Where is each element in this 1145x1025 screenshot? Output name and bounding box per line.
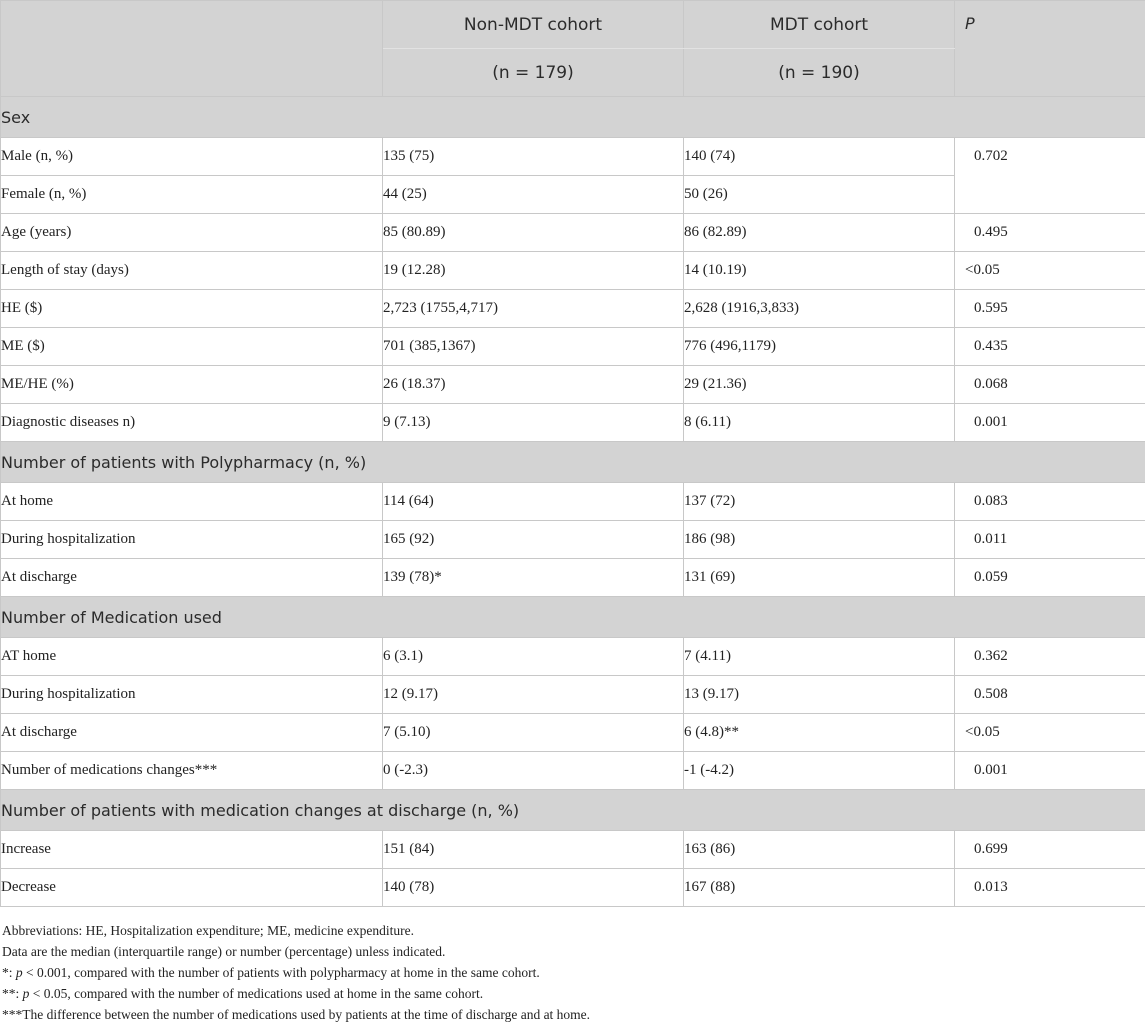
row-label: ME ($) — [1, 328, 383, 366]
cell-non-mdt: 44 (25) — [383, 176, 684, 214]
cell-non-mdt: 140 (78) — [383, 869, 684, 907]
cell-non-mdt: 12 (9.17) — [383, 676, 684, 714]
footnote-single-star — [2, 962, 590, 983]
header-row — [1, 1, 1145, 49]
row-label: Number of medications changes*** — [1, 752, 383, 790]
section-medication-changes — [1, 790, 1145, 831]
cell-p: 0.362 — [955, 638, 1145, 676]
cell-mdt: 140 (74) — [684, 138, 955, 176]
section-title: Number of patients with Polypharmacy (n, %) — [1, 442, 1145, 483]
cell-non-mdt: 7 (5.10) — [383, 714, 684, 752]
cell-non-mdt: 9 (7.13) — [383, 404, 684, 442]
row-label: Age (years) — [1, 214, 383, 252]
cell-p: 0.068 — [955, 366, 1145, 404]
footnote-p-symbol: p — [16, 965, 23, 980]
cell-non-mdt: 701 (385,1367) — [383, 328, 684, 366]
header-blank-cell — [1, 1, 383, 97]
row-label: ME/HE (%) — [1, 366, 383, 404]
footnote-triple-star: ***The difference between the number of medications used by patients at the time of discharge and at home. — [2, 1004, 590, 1025]
row-label: HE ($) — [1, 290, 383, 328]
cell-mdt: 13 (9.17) — [684, 676, 955, 714]
table-row — [1, 328, 1145, 366]
cell-p: <0.05 — [955, 714, 1145, 752]
cell-p: 0.495 — [955, 214, 1145, 252]
cell-mdt: -1 (-4.2) — [684, 752, 955, 790]
cell-p: 0.699 — [955, 831, 1145, 869]
section-title: Number of Medication used — [1, 597, 1145, 638]
cell-p: <0.05 — [955, 252, 1145, 290]
section-title: Sex — [1, 97, 1145, 138]
header-mdt: MDT cohort — [684, 1, 955, 49]
footnote-text: < 0.05, compared with the number of medications used at home in the same cohort. — [29, 986, 483, 1001]
cell-p: 0.001 — [955, 404, 1145, 442]
row-label: Diagnostic diseases n) — [1, 404, 383, 442]
row-label: Decrease — [1, 869, 383, 907]
table-row — [1, 290, 1145, 328]
cell-non-mdt: 2,723 (1755,4,717) — [383, 290, 684, 328]
row-label: AT home — [1, 638, 383, 676]
table-row — [1, 404, 1145, 442]
table-row — [1, 831, 1145, 869]
header-non-mdt-n: (n = 179) — [383, 49, 684, 97]
cell-p: 0.083 — [955, 483, 1145, 521]
cell-p: 0.435 — [955, 328, 1145, 366]
cell-non-mdt: 114 (64) — [383, 483, 684, 521]
row-label: At discharge — [1, 714, 383, 752]
table-row — [1, 752, 1145, 790]
row-label: Female (n, %) — [1, 176, 383, 214]
footnote-p-symbol: p — [23, 986, 30, 1001]
cell-mdt: 2,628 (1916,3,833) — [684, 290, 955, 328]
cell-p: 0.013 — [955, 869, 1145, 907]
cell-p: 0.011 — [955, 521, 1145, 559]
section-polypharmacy — [1, 442, 1145, 483]
section-sex — [1, 97, 1145, 138]
cell-mdt: 7 (4.11) — [684, 638, 955, 676]
cell-non-mdt: 135 (75) — [383, 138, 684, 176]
cell-non-mdt: 19 (12.28) — [383, 252, 684, 290]
table-row — [1, 138, 1145, 176]
footnote-mark: **: — [2, 986, 23, 1001]
cell-mdt: 131 (69) — [684, 559, 955, 597]
row-label: Length of stay (days) — [1, 252, 383, 290]
footnote-data: Data are the median (interquartile range) or number (percentage) unless indicated. — [2, 941, 590, 962]
cell-p: 0.059 — [955, 559, 1145, 597]
footnote-mark: *: — [2, 965, 16, 980]
cell-mdt: 29 (21.36) — [684, 366, 955, 404]
table-row — [1, 521, 1145, 559]
header-non-mdt: Non-MDT cohort — [383, 1, 684, 49]
section-title: Number of patients with medication changes at discharge (n, %) — [1, 790, 1145, 831]
cell-non-mdt: 151 (84) — [383, 831, 684, 869]
row-label: Male (n, %) — [1, 138, 383, 176]
cell-p: 0.595 — [955, 290, 1145, 328]
table-row — [1, 638, 1145, 676]
table-row — [1, 214, 1145, 252]
cell-p: 0.508 — [955, 676, 1145, 714]
footnote-double-star — [2, 983, 590, 1004]
cell-mdt: 6 (4.8)** — [684, 714, 955, 752]
footnote-abbreviations: Abbreviations: HE, Hospitalization expenditure; ME, medicine expenditure. — [2, 920, 590, 941]
cell-non-mdt: 0 (-2.3) — [383, 752, 684, 790]
table-row — [1, 559, 1145, 597]
cell-non-mdt: 165 (92) — [383, 521, 684, 559]
cell-mdt: 167 (88) — [684, 869, 955, 907]
row-label: Increase — [1, 831, 383, 869]
cell-non-mdt: 6 (3.1) — [383, 638, 684, 676]
cell-mdt: 776 (496,1179) — [684, 328, 955, 366]
cell-mdt: 137 (72) — [684, 483, 955, 521]
row-label: During hospitalization — [1, 676, 383, 714]
header-p: P — [955, 1, 1145, 97]
table-row — [1, 869, 1145, 907]
table-row — [1, 483, 1145, 521]
row-label: At home — [1, 483, 383, 521]
table-row — [1, 366, 1145, 404]
table-row — [1, 714, 1145, 752]
cell-p: 0.702 — [955, 138, 1145, 214]
table-footnotes — [2, 920, 590, 1025]
header-mdt-n: (n = 190) — [684, 49, 955, 97]
section-medication-used — [1, 597, 1145, 638]
cell-mdt: 86 (82.89) — [684, 214, 955, 252]
row-label: At discharge — [1, 559, 383, 597]
footnote-text: < 0.001, compared with the number of patients with polypharmacy at home in the same cohort. — [23, 965, 540, 980]
cell-mdt: 14 (10.19) — [684, 252, 955, 290]
cell-p: 0.001 — [955, 752, 1145, 790]
cell-non-mdt: 139 (78)* — [383, 559, 684, 597]
cell-non-mdt: 85 (80.89) — [383, 214, 684, 252]
cell-mdt: 8 (6.11) — [684, 404, 955, 442]
table-row — [1, 252, 1145, 290]
row-label: During hospitalization — [1, 521, 383, 559]
cell-mdt: 163 (86) — [684, 831, 955, 869]
cell-mdt: 50 (26) — [684, 176, 955, 214]
cell-non-mdt: 26 (18.37) — [383, 366, 684, 404]
table-row — [1, 676, 1145, 714]
cell-mdt: 186 (98) — [684, 521, 955, 559]
